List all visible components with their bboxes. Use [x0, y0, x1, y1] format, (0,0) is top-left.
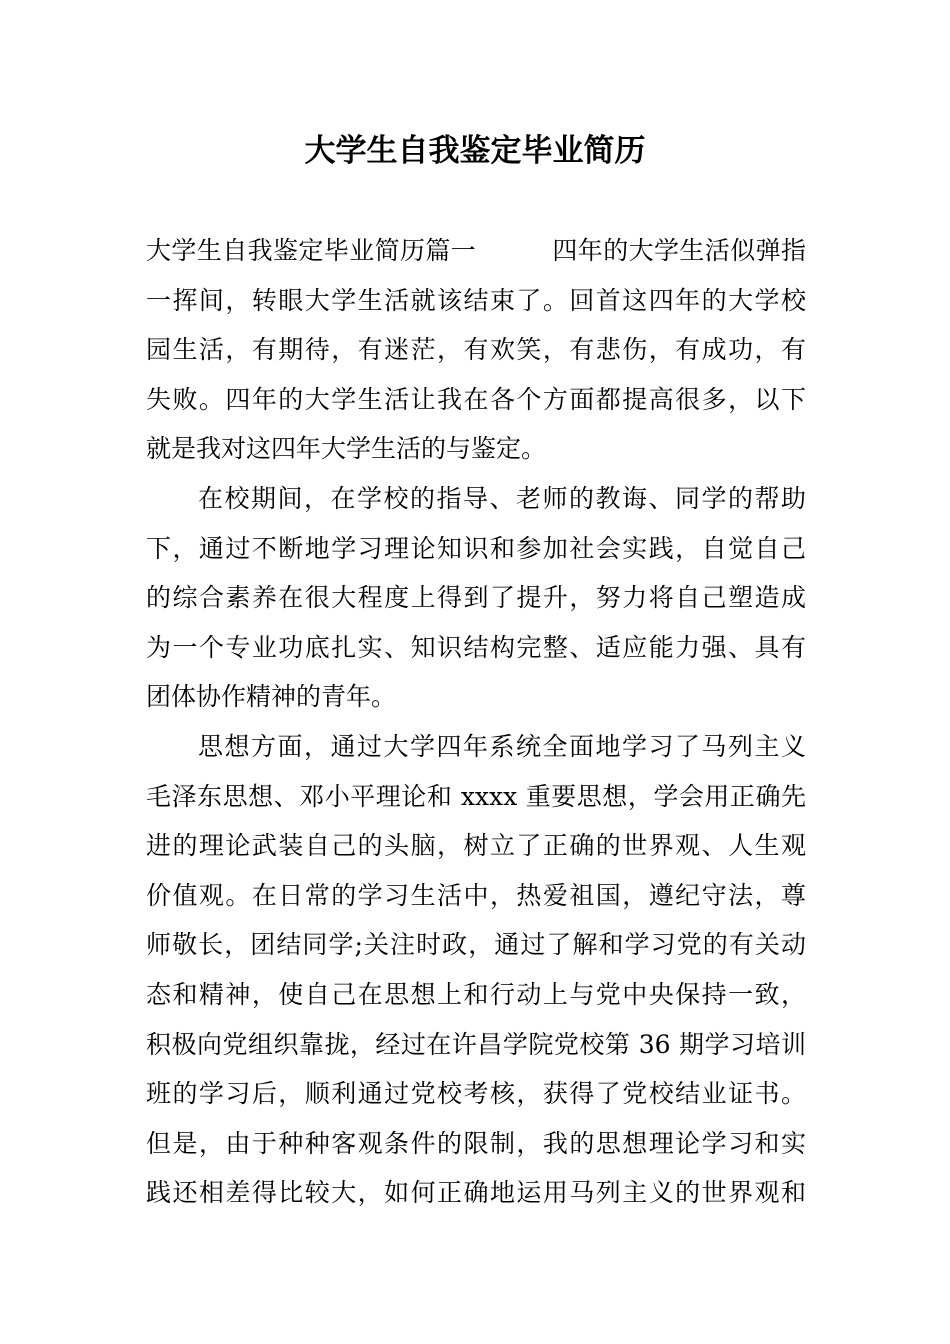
text-line: 价值观。在日常的学习生活中，热爱祖国，遵纪守法，尊 — [146, 880, 806, 910]
text-line: 毛泽东思想、邓小平理论和 xxxx 重要思想，学会用正确先 — [146, 781, 806, 811]
text-line: 但是，由于种种客观条件的限制，我的思想理论学习和实 — [146, 1128, 806, 1158]
text-line: 大学生自我鉴定毕业简历篇一 四年的大学生活似弹指 — [146, 236, 806, 265]
text-line: 团体协作精神的青年。 — [146, 682, 397, 712]
text-line: 为一个专业功底扎实、知识结构完整、适应能力强、具有 — [146, 632, 806, 662]
text-line: 失败。四年的大学生活让我在各个方面都提高很多，以下 — [146, 384, 806, 414]
text-line: 进的理论武装自己的头脑，树立了正确的世界观、人生观 — [146, 831, 806, 861]
text-line: 思想方面，通过大学四年系统全面地学习了马列主义 — [198, 731, 806, 761]
document-body — [146, 226, 806, 1218]
text-line: 积极向党组织靠拢，经过在许昌学院党校第 36 期学习培训 — [146, 1029, 806, 1059]
text-line: 师敬长，团结同学;关注时政，通过了解和学习党的有关动 — [146, 930, 806, 960]
document-title: 大学生自我鉴定毕业简历 — [304, 133, 646, 169]
text-line: 践还相差得比较大，如何正确地运用马列主义的世界观和 — [146, 1178, 806, 1208]
text-line: 园生活，有期待，有迷茫，有欢笑，有悲伤，有成功，有 — [146, 335, 806, 365]
text-line: 态和精神，使自己在思想上和行动上与党中央保持一致， — [146, 979, 806, 1009]
text-line: 一挥间，转眼大学生活就该结束了。回首这四年的大学校 — [146, 285, 806, 315]
text-line: 就是我对这四年大学生活的与鉴定。 — [146, 434, 547, 464]
text-line: 下，通过不断地学习理论知识和参加社会实践，自觉自己 — [146, 533, 806, 563]
text-line: 班的学习后，顺利通过党校考核，获得了党校结业证书。 — [146, 1079, 806, 1109]
text-line: 在校期间，在学校的指导、老师的教诲、同学的帮助 — [198, 483, 806, 513]
text-line: 的综合素养在很大程度上得到了提升，努力将自己塑造成 — [146, 583, 806, 613]
